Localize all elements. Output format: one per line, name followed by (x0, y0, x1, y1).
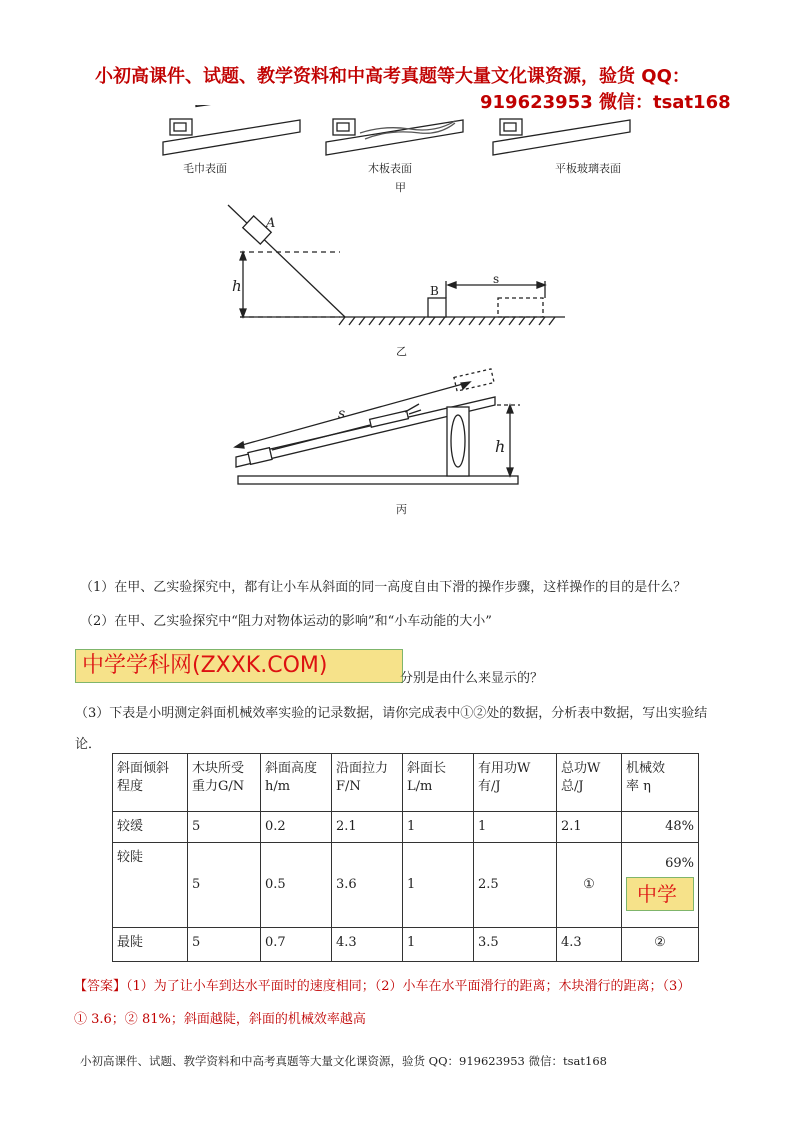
table-cell: ② (622, 928, 699, 962)
table-cell (622, 843, 699, 928)
page-footer: 小初高课件、试题、教学资料和中高考真题等大量文化课资源，验货 QQ：919623953 微信：tsat168 (80, 1054, 607, 1068)
header-line-2: 919623953 微信：tsat168 (480, 92, 731, 113)
cell-value: 3.6 (336, 877, 357, 892)
header-cell: 率 η (626, 779, 651, 794)
question-2: （2）在甲、乙实验探究中“阻力对物体运动的影响”和“小车动能的大小” (80, 614, 492, 629)
table-cell (188, 843, 261, 928)
cell-value: ① (583, 877, 595, 892)
table-cell (261, 843, 332, 928)
figure-yi (228, 205, 565, 325)
header-cell: L/m (407, 779, 433, 794)
table-cell: 较缓 (113, 812, 188, 843)
header-line-1: 小初高课件、试题、教学资料和中高考真题等大量文化课资源，验货 QQ： (95, 66, 690, 87)
cell-value: 0.5 (265, 877, 286, 892)
header-cell: 沿面拉力 (336, 761, 389, 776)
table-cell: 5 (188, 928, 261, 962)
figure-jia (163, 105, 630, 155)
header-cell: 斜面高度 (265, 761, 318, 776)
table-cell (403, 843, 474, 928)
header-cell: h/m (265, 779, 291, 794)
header-cell: 斜面倾斜 (117, 761, 170, 776)
header-cell: 有/J (478, 779, 501, 794)
label-h-yi: h (232, 277, 242, 295)
header-cell: 总/J (561, 779, 584, 794)
experiment-figures (0, 105, 800, 535)
table-cell: 4.3 (332, 928, 403, 962)
header-cell: F/N (336, 779, 361, 794)
label-B: B (430, 284, 439, 298)
header-cell: 机械效 (626, 761, 666, 776)
surface-label-wood: 木板表面 (368, 162, 412, 175)
header-cell: 程度 (117, 779, 144, 794)
header-cell: 总功W (561, 761, 601, 776)
ramp-towel (163, 105, 300, 155)
label-s-yi: s (493, 272, 500, 286)
watermark-banner: 中学学科网(ZXXK.COM) (75, 649, 403, 683)
header-cell: 木块所受 (192, 761, 245, 776)
cell-value: 69% (665, 856, 694, 871)
table-cell: 1 (403, 928, 474, 962)
table-cell: 1 (474, 812, 557, 843)
table-cell: 0.2 (261, 812, 332, 843)
question-3: （3）下表是小明测定斜面机械效率实验的记录数据，请你完成表中①②处的数据，分析表中数据，写出实验结 (75, 706, 708, 721)
table-cell: 最陡 (113, 928, 188, 962)
table-row (113, 812, 699, 843)
table-cell: 较陡 (113, 843, 188, 928)
table-cell: 1 (403, 812, 474, 843)
ramp-glass (493, 119, 630, 155)
question-3-cont: 论． (75, 737, 102, 752)
table-cell: 5 (188, 812, 261, 843)
table-cell: 2.1 (332, 812, 403, 843)
table-row (113, 843, 699, 928)
caption-jia: 甲 (395, 181, 406, 194)
table-cell (474, 843, 557, 928)
table-cell (557, 843, 622, 928)
cell-value: 2.5 (478, 877, 499, 892)
figure-bing (235, 369, 520, 484)
table-header-row (113, 754, 699, 812)
answer-line-1: 【答案】（1）为了让小车到达水平面时的速度相同；（2）小车在水平面滑行的距离；木块滑行的距离；（3） (74, 979, 691, 994)
table-cell (332, 843, 403, 928)
header-cell: 重力G/N (192, 779, 245, 794)
label-h-bing: h (495, 437, 506, 456)
cell-value: 5 (192, 877, 201, 892)
ramp-wood (326, 119, 463, 155)
label-A: A (266, 216, 276, 231)
surface-label-towel: 毛巾表面 (183, 162, 227, 175)
header-cell: 斜面长 (407, 761, 447, 776)
table-cell: 2.1 (557, 812, 622, 843)
surface-label-glass: 平板玻璃表面 (555, 162, 621, 175)
table-cell: 0.7 (261, 928, 332, 962)
watermark-small: 中学 (626, 877, 694, 911)
table-cell: 4.3 (557, 928, 622, 962)
question-2-tail: 分别是由什么来显示的？ (400, 671, 544, 686)
caption-bing: 丙 (396, 503, 407, 516)
header-cell: 有用功W (478, 761, 531, 776)
answer-line-2: ① 3.6；② 81%；斜面越陡，斜面的机械效率越高 (74, 1012, 366, 1027)
table-row (113, 928, 699, 962)
label-s-bing: s (338, 406, 346, 422)
efficiency-table (112, 753, 699, 962)
caption-yi: 乙 (396, 345, 407, 358)
cell-value: 1 (407, 877, 416, 892)
table-cell: 48% (622, 812, 699, 843)
question-1: （1）在甲、乙实验探究中，都有让小车从斜面的同一高度自由下滑的操作步骤，这样操作的目的是什么？ (80, 580, 687, 595)
table-cell: 3.5 (474, 928, 557, 962)
